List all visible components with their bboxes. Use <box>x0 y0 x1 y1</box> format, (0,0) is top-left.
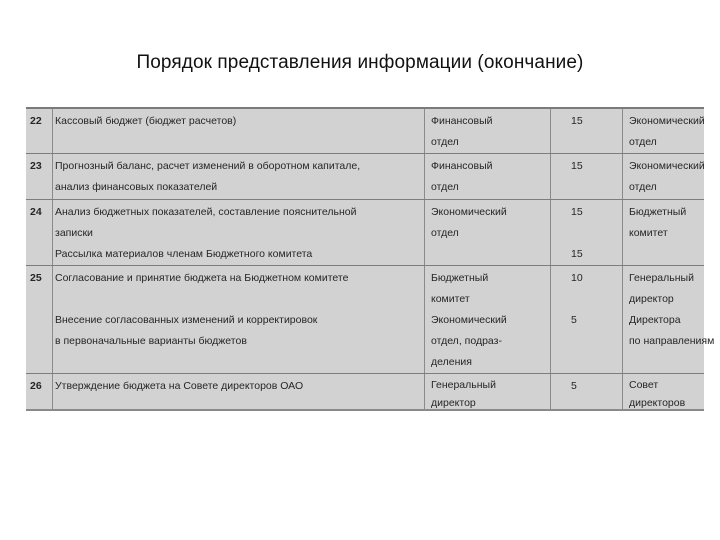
recipient-line: Бюджетный <box>629 206 687 218</box>
recipient-line: директоров <box>629 397 686 409</box>
recipient-cell <box>622 266 715 373</box>
responsible-line: комитет <box>431 293 470 305</box>
responsible-line: деления <box>431 356 472 368</box>
table-row <box>26 153 704 199</box>
recipient-line: Экономический <box>629 115 705 127</box>
row-number: 22 <box>30 115 42 127</box>
deadline-value: 15 <box>571 206 583 218</box>
responsible-line: Экономический <box>431 206 507 218</box>
task-line: Прогнозный баланс, расчет изменений в оборотном капитале, <box>55 160 361 172</box>
recipient-cell <box>622 109 704 153</box>
task-line: анализ финансовых показателей <box>55 181 218 193</box>
deadline-value: 15 <box>571 115 583 127</box>
responsible-line: отдел <box>431 181 459 193</box>
recipient-line: Совет <box>629 379 659 391</box>
task-line: Согласование и принятие бюджета на Бюджетном комитете <box>55 272 349 284</box>
table-row <box>26 373 704 409</box>
task-line: записки <box>55 227 93 239</box>
task-line: Утверждение бюджета на Совете директоров ОАО <box>55 380 304 392</box>
row-number: 23 <box>30 160 42 172</box>
responsible-line: Генеральный <box>431 379 496 391</box>
spacer <box>571 289 622 310</box>
deadline-cell <box>550 266 622 373</box>
recipient-line: отдел <box>629 181 657 193</box>
slide-title: Порядок представления информации (окончание) <box>136 52 584 73</box>
responsible-cell <box>424 266 550 373</box>
task-cell <box>52 154 424 199</box>
responsible-line: директор <box>431 397 476 409</box>
responsible-line: Финансовый <box>431 115 493 127</box>
budget-schedule-table <box>26 107 715 411</box>
task-line: в первоначальные варианты бюджетов <box>55 335 247 347</box>
deadline-value: 15 <box>571 248 583 260</box>
deadline-value: 15 <box>571 160 583 172</box>
task-line: Рассылка материалов членам Бюджетного комитета <box>55 248 313 260</box>
table-row <box>26 199 704 265</box>
task-line: Анализ бюджетных показателей, составление пояснительной <box>55 206 357 218</box>
row-number: 24 <box>30 206 42 218</box>
responsible-line: Экономический <box>431 314 507 326</box>
table-row <box>26 109 704 153</box>
responsible-line: отдел <box>431 227 459 239</box>
deadline-value: 5 <box>571 314 577 326</box>
responsible-line: отдел <box>431 136 459 148</box>
row-number: 26 <box>30 380 42 392</box>
recipient-line: Директора <box>629 314 681 326</box>
recipient-line: по направлениям <box>629 335 715 347</box>
recipient-cell <box>622 154 704 199</box>
task-cell <box>52 374 424 409</box>
responsible-line: отдел, подраз- <box>431 335 502 347</box>
recipient-line: Экономический <box>629 160 705 172</box>
deadline-value: 5 <box>571 380 577 392</box>
spacer <box>571 223 622 244</box>
deadline-value: 10 <box>571 272 583 284</box>
deadline-cell <box>550 109 622 153</box>
recipient-line: директор <box>629 293 674 305</box>
task-cell <box>52 266 424 373</box>
task-line: Кассовый бюджет (бюджет расчетов) <box>55 115 237 127</box>
deadline-cell <box>550 154 622 199</box>
responsible-cell <box>424 374 550 409</box>
responsible-line: Бюджетный <box>431 272 489 284</box>
recipient-cell <box>622 200 704 265</box>
recipient-line: комитет <box>629 227 668 239</box>
table-row <box>26 265 715 373</box>
recipient-line: Генеральный <box>629 272 694 284</box>
task-cell <box>52 200 424 265</box>
deadline-cell <box>550 374 622 409</box>
task-cell <box>52 109 424 153</box>
recipient-line: отдел <box>629 136 657 148</box>
row-number: 25 <box>30 272 42 284</box>
responsible-cell <box>424 154 550 199</box>
responsible-cell <box>424 109 550 153</box>
task-line: Внесение согласованных изменений и корректировок <box>55 314 318 326</box>
spacer <box>55 289 424 310</box>
deadline-cell <box>550 200 622 265</box>
responsible-cell <box>424 200 550 265</box>
recipient-cell <box>622 374 704 409</box>
responsible-line: Финансовый <box>431 160 493 172</box>
